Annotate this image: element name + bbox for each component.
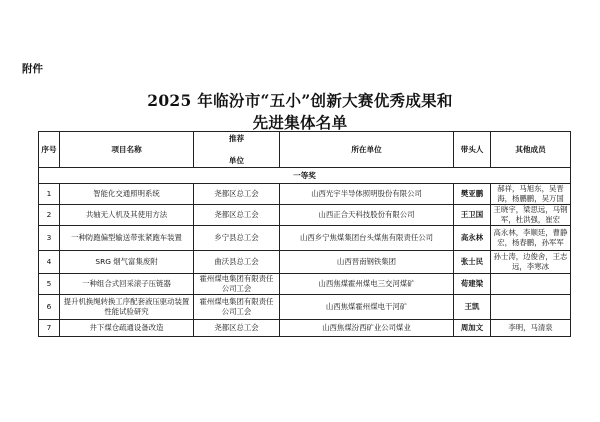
cell-project: 井下煤仓疏通设备改造 (60, 320, 194, 337)
cell-project: 一种组合式回采滚子压链器 (60, 274, 194, 295)
cell-members: 郝祥，马旭东，吴晋海，杨鹏鹏，吴万国 (491, 184, 571, 205)
cell-leader: 王凯 (454, 295, 491, 320)
document-title-line2: 先进集体名单 (252, 113, 348, 132)
award-table (38, 131, 571, 337)
cell-members (491, 295, 571, 320)
table-row (39, 184, 571, 205)
cell-recommend: 乡宁县总工会 (194, 226, 280, 251)
table-header-row (39, 132, 571, 168)
header-recommend-bottom: 单位 (228, 155, 245, 165)
cell-seq: 5 (39, 274, 60, 295)
header-leader: 带头人 (454, 132, 491, 168)
cell-unit: 山西光宇半导体照明股份有限公司 (280, 184, 454, 205)
cell-seq: 6 (39, 295, 60, 320)
document-title-line1: 2025 年临汾市“五小”创新大赛优秀成果和 (147, 91, 453, 110)
cell-members: 李明，马清泉 (491, 320, 571, 337)
cell-members: 高永林，李顺廷，曹静宏，杨春鹏，孙军军 (491, 226, 571, 251)
cell-unit: 山西正合天科技股份有限公司 (280, 205, 454, 226)
cell-project: 提升机换绳转换工序配套液压驱动装置性能试验研究 (60, 295, 194, 320)
cell-project: 智能化交通照明系统 (60, 184, 194, 205)
table-row (39, 295, 571, 320)
cell-unit: 山西焦煤霍州煤电三交河煤矿 (280, 274, 454, 295)
table-row (39, 251, 571, 274)
table-row (39, 320, 571, 337)
header-seq: 序号 (39, 132, 60, 168)
cell-recommend: 霍州煤电集团有限责任公司工会 (194, 295, 280, 320)
cell-project: SRG 烟气富集废附 (60, 251, 194, 274)
section-label: 一等奖 (39, 168, 571, 184)
attachment-label: 附件 (22, 63, 43, 75)
cell-leader: 周加文 (454, 320, 491, 337)
cell-seq: 2 (39, 205, 60, 226)
table-row (39, 226, 571, 251)
cell-members: 王晓宇，梁思远，马钢军，杜洪强，崔宏 (491, 205, 571, 226)
section-row (39, 168, 571, 184)
cell-unit: 山西晋南钢铁集团 (280, 251, 454, 274)
cell-unit: 山西焦煤汾西矿业公司煤业 (280, 320, 454, 337)
cell-leader: 王卫国 (454, 205, 491, 226)
cell-seq: 4 (39, 251, 60, 274)
cell-leader: 张士民 (454, 251, 491, 274)
header-recommend-top: 推荐 (228, 133, 245, 143)
cell-members (491, 274, 571, 295)
cell-project: 一种防跑偏型输送带张紧跑车装置 (60, 226, 194, 251)
cell-project: 共轴无人机及其使用方法 (60, 205, 194, 226)
header-recommend (194, 132, 280, 168)
cell-leader: 高永林 (454, 226, 491, 251)
table-row (39, 205, 571, 226)
cell-seq: 1 (39, 184, 60, 205)
cell-recommend: 霍州煤电集团有限责任公司工会 (194, 274, 280, 295)
cell-unit: 山西乡宁焦煤集团台头煤焦有限责任公司 (280, 226, 454, 251)
cell-leader: 荀建梁 (454, 274, 491, 295)
cell-seq: 7 (39, 320, 60, 337)
cell-recommend: 尧都区总工会 (194, 184, 280, 205)
header-project: 项目名称 (60, 132, 194, 168)
table-row (39, 274, 571, 295)
cell-members: 孙士涛，边俊舍，王志远，李寒冰 (491, 251, 571, 274)
cell-unit: 山西焦煤霍州煤电干河矿 (280, 295, 454, 320)
cell-seq: 3 (39, 226, 60, 251)
cell-recommend: 尧都区总工会 (194, 320, 280, 337)
cell-leader: 樊亚鹏 (454, 184, 491, 205)
cell-recommend: 曲沃县总工会 (194, 251, 280, 274)
header-unit: 所在单位 (280, 132, 454, 168)
header-members: 其他成员 (491, 132, 571, 168)
cell-recommend: 尧都区总工会 (194, 205, 280, 226)
